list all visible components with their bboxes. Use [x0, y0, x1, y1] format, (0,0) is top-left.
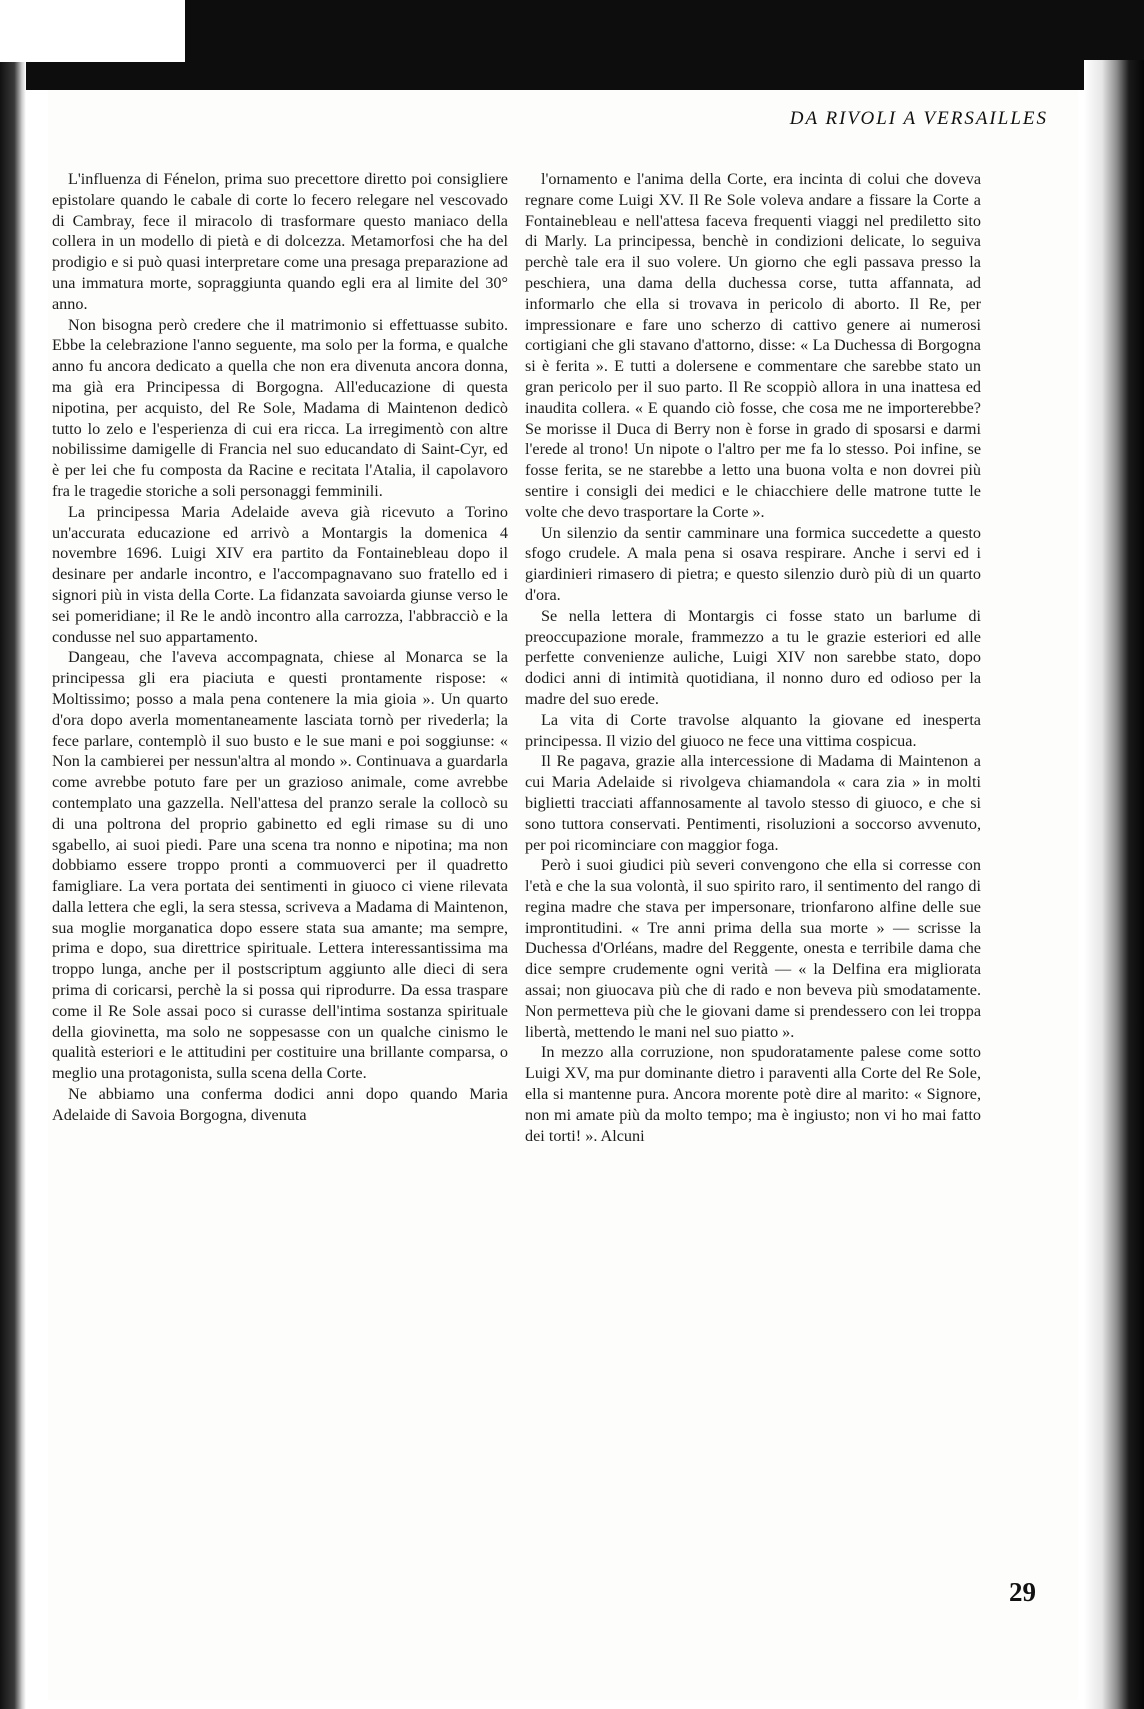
scan-border-right: [1084, 60, 1144, 1709]
paragraph: In mezzo alla corruzione, non spudoratamente palese come sotto Luigi XV, ma pur dominante dietro i paraventi alla Corte del Re Sole, ella si mantenne pura. Ancora morente potè dire al marito: « Signore, non mi amate più da molto tempo; ma è ingiusto; non vi ho mai fatto dei torti! ». Alcuni: [525, 1043, 981, 1145]
paragraph: La vita di Corte travolse alquanto la giovane ed inesperta principessa. Il vizio del giuoco ne fece una vittima cospicua.: [525, 710, 981, 750]
paragraph: Il Re pagava, grazie alla intercessione di Madama di Maintenon a cui Maria Adelaide si rivolgeva chiamandola « cara zia » in molti biglietti tracciati affannosamente al tavolo stesso di giuoco, e che si sono tuttora conservati. Pentimenti, risoluzioni a soccorso avvenuto, per poi ricominciare con maggior foga.: [525, 752, 981, 854]
paragraph: Dangeau, che l'aveva accompagnata, chiese al Monarca se la principessa gli era piaciuta e questi prontamente rispose: « Moltissimo; posso a mala pena contenere la mia gioia ». Un quarto d'ora dopo averla momentaneamente lasciata tornò per rivederla; la fece parlare, contemplò il suo busto e le sue mani e poi soggiunse: « Non la cambierei per nessun'altra al mondo ». Continuava a guardarla come avrebbe potuto fare per un grazioso animale, come avrebbe contemplato una gazzella. Nell'attesa del pranzo serale la collocò su di una poltrona del proprio gabinetto ed egli rimase su di uno sgabello, ai suoi piedi. Pare una scena tra nonno e nipotina; ma non dobbiamo essere troppo pronti a commuoverci per il quadretto famigliare. La vera portata dei sentimenti in giuoco ci viene rilevata dalla lettera che egli, la sera stessa, scriveva a Madama di Maintenon, sua moglie morganatica dopo essere stata sua amante; ma sempre, prima e dopo, sua direttrice spirituale. Lettera interessantissima ma troppo lunga, anche per il postscriptum aggiunto alle dieci di sera prima di coricarsi, perchè la si possa qui riprodurre. Da essa traspare come il Re Sole assai poco si curasse dell'intima sostanza spirituale della giovinetta, ma solo ne soppesasse con un qualche cinismo le qualità esteriori e le attitudini per costituire una brillante comparsa, o meglio una protagonista, sulla scena della Corte.: [52, 648, 508, 1083]
paragraph: Un silenzio da sentir camminare una formica succedette a questo sfogo crudele. A mala pena si osava respirare. Anche i servi ed i giardinieri rimasero di pietra; e questo silenzio durò più di un quarto d'ora.: [525, 523, 981, 604]
paragraph: Ne abbiamo una conferma dodici anni dopo quando Maria Adelaide di Savoia Borgogna, divenuta: [52, 1085, 508, 1124]
page-number: 29: [1009, 1577, 1036, 1607]
scan-border-top-step: [0, 62, 200, 90]
paragraph: Però i suoi giudici più severi convengono che ella si corresse con l'età e che la sua volontà, il suo spirito raro, il sentimento del rango di regina madre che stava per impersonare, trionfarono alfine delle sue improntitudini. « Tre anni prima della sua morte » — scrisse la Duchessa d'Orléans, madre del Reggente, onesta e terribile dama che dice sempre crudemente ogni verità — « la Delfina era migliorata assai; non giuocava più che di rado e non beveva più smodatamente. Non permetteva più che le giovani dame si prendessero con lei troppa libertà, mettendo le mani nel suo piatto ».: [525, 856, 981, 1041]
paragraph: Se nella lettera di Montargis ci fosse stato un barlume di preoccupazione morale, frammezzo a tu le grazie esteriori ed alle perfette convenienze auliche, Luigi XIV non sarebbe stato, dopo dodici anni di intimità quotidiana, il nonno duro ed odioso per la madre del suo erede.: [525, 606, 981, 708]
left-column: [52, 169, 508, 1126]
right-column: [525, 169, 981, 1146]
paragraph: La principessa Maria Adelaide aveva già ricevuto a Torino un'accurata educazione ed arrivò a Montargis la domenica 4 novembre 1696. Luigi XIV era partito da Fontainebleau dopo il desinare per andarle incontro, e l'accompagnavano suo fratello ed i signori più in vista della Corte. La fidanzata savoiarda giunse verso le sei pomeridiane; il Re le andò incontro alla carrozza, l'abbracciò e la condusse nel suo appartamento.: [52, 502, 508, 646]
paragraph: L'influenza di Fénelon, prima suo precettore diretto poi consigliere epistolare quando le cabale di corte lo fecero relegare nel vescovado di Cambray, fece il miracolo di trasformare questo maniaco della collera in un modello di pietà e di dolcezza. Metamorfosi che ha del prodigio e si può quasi interpretare come una presaga preparazione ad una immatura morte, sopraggiunta quando egli era al limite del 30° anno.: [52, 170, 508, 313]
running-title: DA RIVOLI A VERSAILLES: [789, 108, 1048, 129]
paragraph: l'ornamento e l'anima della Corte, era incinta di colui che doveva regnare come Luigi XV. Il Re Sole voleva andare a fissare la Corte a Fontainebleau e nell'attesa faceva frequenti viaggi nel prediletto sito di Marly. La principessa, benchè in condizioni delicate, lo seguiva perchè tale era il suo volere. Un giorno che egli passava presso la peschiera, una dama della duchessa corse, tutta affannata, ad informarlo che ella si trovava in pericolo di aborto. Il Re, per impressionare e fare uno scherzo di cattivo genere ai numerosi cortigiani che gli stavano d'attorno, disse: « La Duchessa di Borgogna si è ferita ». E tutti a dolersene e commentare che sarebbe stato un gran pericolo per il suo parto. Il Re scoppiò allora in una inattesa ed inaudita collera. « E quando ciò fosse, che cosa me ne importerebbe? Se morisse il Duca di Berry non è forse in grado di sposarsi e darmi l'erede al trono! Un nipote o l'altro per me fa lo stesso. Poi infine, se fosse ferita, se ne starebbe a letto una buona volta e non dovrei più sentire i consigli dei medici e le chiacchiere delle matrone tutte le volte che devo trasportare la Corte ».: [525, 170, 981, 521]
scan-border-top: [185, 0, 1144, 90]
book-page: [48, 90, 1078, 1700]
paragraph: Non bisogna però credere che il matrimonio si effettuasse subito. Ebbe la celebrazione l'anno seguente, ma solo per la forma, e qualche anno fu ancora dedicato a quella che non era divenuta ancora donna, ma già era Principessa di Borgogna. All'educazione di questa nipotina, per acquisto, del Re Sole, Madama di Maintenon dedicò tutto lo zelo e l'esperienza di cui era ricca. La irregimentò con altre nobilissime damigelle di Francia nel suo educandato di Saint-Cyr, ed è per lei che fu composta da Racine e recitata l'Atalia, il capolavoro fra le tragedie storiche a soli personaggi femminili.: [52, 315, 508, 500]
scan-border-left: [0, 62, 26, 1709]
